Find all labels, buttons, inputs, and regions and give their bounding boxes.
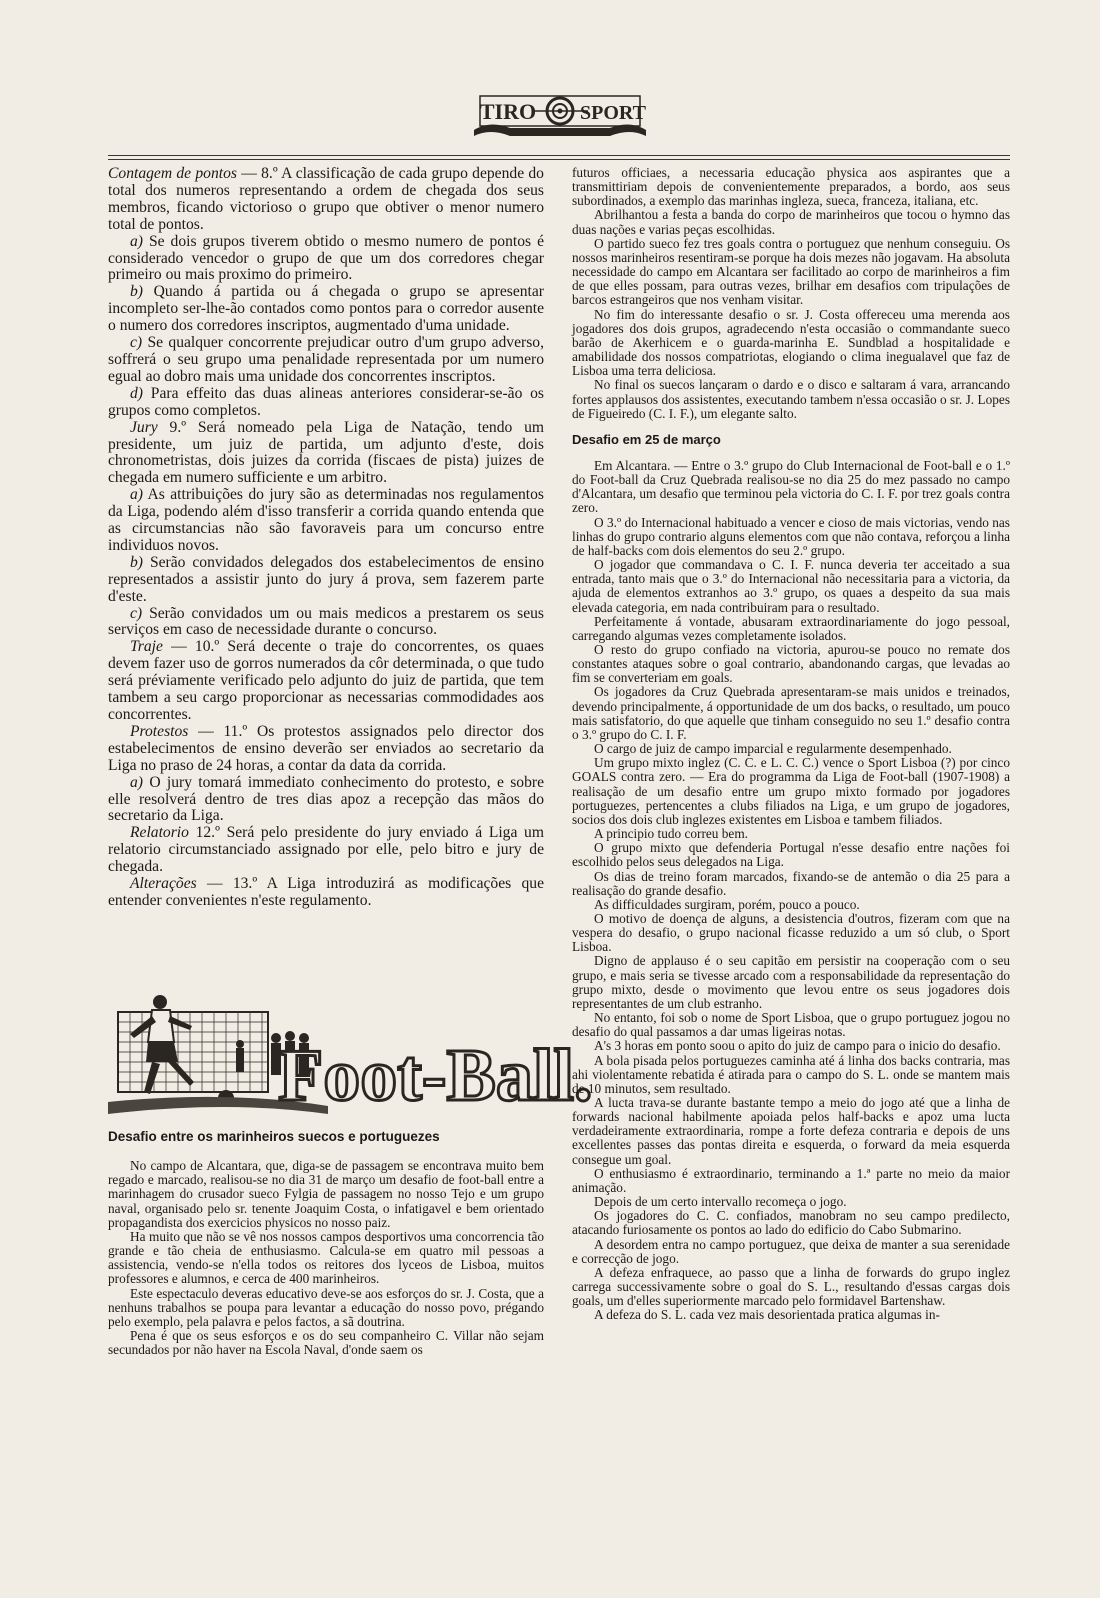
regulations-column (108, 166, 544, 910)
article-paragraph: O enthusiasmo é extraordinario, terminando a 1.ª parte no meio da maior animação. (572, 1165, 1010, 1195)
article-paragraph: A bola pisada pelos portuguezes caminha até á linha dos backs contraria, mas ahi violentamente rebatida é atirada para o campo do S. L. onde se mantem mais de 10 minutos, sem resultado. (572, 1052, 1010, 1096)
article-paragraph: A principio tudo correu bem. (594, 826, 748, 842)
article-paragraph: O jogador que commandava o C. I. F. nunca deveria ter acceitado a sua entrada, tanto mais que o 3.º do Internacional não necessitaria para a victoria, da ajuda de elementos extranhos ao 3.º grupo, os quaes a despeito da sua mais elevada categoria, em nada contribuiram para o resultado. (572, 557, 1010, 615)
article-paragraph: O grupo mixto que defenderia Portugal n'esse desafio entre nações foi escolhido pelos seus delegados na Liga. (572, 840, 1010, 870)
regulation-paragraph (108, 825, 544, 876)
regulation-paragraph (108, 724, 544, 775)
svg-text:TIRO: TIRO (479, 99, 537, 124)
article-paragraph: O cargo de juiz de campo imparcial e regularmente desempenhado. (594, 741, 952, 757)
regulation-text: — 10.º Será decente o traje do concorrentes, os quaes devem fazer uso de gorros numerados da côr determinada, o que tudo será préviamente verificado pelo adjunto do juiz de partida, que tem tambem a seu cargo proporcionar as necessarias commodidades aos concorrentes. (108, 638, 544, 723)
regulation-lead: Contagem de pontos (108, 165, 237, 182)
article-paragraph: No final os suecos lançaram o dardo e o disco e saltaram á vara, arrancando fortes applausos dos assistentes, executando tambem n'essa occasião o sr. J. Lopes de Figueiredo (C. I. F.), um elegante salto. (572, 377, 1010, 421)
article-paragraph: Abrilhantou a festa a banda do corpo de marinheiros que tocou o hymno das duas nações e varias peças escolhidas. (572, 207, 1010, 237)
article-paragraph: Perfeitamente á vontade, abusaram extraordinariamente do jogo pessoal, carregando algumas vezes completamente isolados. (572, 613, 1010, 643)
article-paragraph: A lucta trava-se durante bastante tempo a meio do jogo até que a linha de forwards nacional habilmente apoiada pelos half-backs e apoz uma lucta verdadeiramente extraordinaria, rompe a forte defeza contraria e depois de uns excellentes passes das pontas direita e esquerda, o forward da meia esquerda consegue um goal. (572, 1095, 1010, 1167)
article-paragraph: Ha muito que não se vê nos nossos campos desportivos uma concorrencia tão grande e tão cheia de enthusiasmo. Calcula-se em quatro mil pessoas a assistencia, vendo-se n'ella todos os reitores dos lyceos de Lisboa, muitos professores e alumnos, e cerca de 400 marinheiros. (108, 1228, 544, 1287)
masthead-logo (470, 86, 650, 142)
article-paragraph: O partido sueco fez tres goals contra o portuguez que nenhum conseguiu. Os nossos marinheiros resentiram-se porque ha dois mezes não jogavam. Ha absoluta necessidade do campo em Alcantara ser facilitado ao corpo de marinheiros a fim de que elles possam, para outras vezes, brilhar em desafios com tripulações de barcos estrangeiros que nos venham visitar. (572, 235, 1010, 308)
regulation-paragraph (108, 234, 544, 285)
regulation-paragraph (108, 487, 544, 555)
article-paragraph: A desordem entra no campo portuguez, que deixa de manter a sua serenidade e correcção de jogo. (572, 1236, 1010, 1266)
article-paragraph: A defeza do S. L. cada vez mais desorientada pratica algumas in- (594, 1307, 940, 1323)
article-paragraph: Pena é que os seus esforços e os do seu companheiro C. Villar não sejam secundados por não haver na Escola Naval, d'onde saem os (108, 1328, 544, 1358)
article-paragraph: As difficuldades surgiram, porém, pouco a pouco. (594, 896, 860, 912)
regulation-paragraph (108, 606, 544, 640)
article-paragraph: O 3.º do Internacional habituado a vencer e cioso de mais victorias, vendo nas linhas do grupo contrario alguns elementos com que não contava, reforçou a linha de half-backs com dois elementos do seu 2.º grupo. (572, 514, 1010, 558)
article-paragraph: No fim do interessante desafio o sr. J. Costa offereceu uma merenda aos jogadores dos dois grupos, agradecendo n'esta occasião o commandante sueco barão de Akerhicem e o guarda-marinha E. Sundblad a hospitalidade e amabilidade dos nossos compatriotas, elogiando o clima inegualavel que faz de Lisboa uma terra deliciosa. (572, 306, 1010, 379)
masthead-emblem-icon (470, 86, 650, 142)
article-paragraph: Digno de applauso é o seu capitão em persistir na cooperação com o seu grupo, e mais seria se tivesse arcado com a responsabilidade da representação do grupo mixto, desde o movimento que levou entre os seus jogadores dois representantes de um club estranho. (572, 953, 1010, 1011)
goal-net-icon (118, 1012, 268, 1092)
article-paragraph: Depois de um certo intervallo recomeça o jogo. (594, 1194, 847, 1210)
football-reports-column (572, 166, 1010, 1323)
article-paragraph: O resto do grupo confiado na victoria, apurou-se pouco no remate dos constantes ataques sobre o goal contrario, abandonando cargas, que levadas ao fim se converteriam em goals. (572, 642, 1010, 686)
article-swedish-sailors (108, 1130, 544, 1357)
football-player-icon (130, 995, 194, 1094)
article-paragraph: No entanto, foi sob o nome de Sport Lisboa, que o grupo portuguez jogou no desafio do qual passamos a dar umas ligeiras notas. (572, 1010, 1010, 1040)
foot-ball-illustration (108, 990, 593, 1120)
article-heading: Desafio entre os marinheiros suecos e portuguezes (108, 1129, 440, 1144)
article-paragraph: Os jogadores da Cruz Quebrada apresentaram-se mais unidos e treinados, devendo principalmente, á opportunidade de um dos backs, o resultado, um pouco mais satisfatorio, do que aquelle que tinham conseguido no seu 1.º desafio contra o 3.º grupo do C. I. F. (572, 684, 1010, 742)
section-heading: Desafio em 25 de março (572, 431, 721, 447)
regulation-lead: a) (130, 232, 143, 250)
regulation-paragraph (108, 386, 544, 420)
article-paragraph: A's 3 horas em ponto soou o apito do juiz de campo para o inicio do desafio. (594, 1038, 1001, 1054)
regulation-paragraph (108, 775, 544, 826)
regulation-paragraph (108, 876, 544, 910)
article-paragraph: No campo de Alcantara, que, diga-se de passagem se encontrava muito bem regado e marcado, realisou-se no dia 31 de março um desafio de foot-ball entre a marinhagem do crusador sueco Fylgia de passagem no nosso Tejo e um grupo naval, organisado pelo sr. tenente Joaquim Costa, o infatigavel e bem orientado propagandista dos exercicios physicos no nosso paiz. (108, 1158, 544, 1230)
regulation-text: — 11.º Os protestos assignados pelo director dos estabelecimentos de ensino deverão ser enviados ao secretario da Liga no praso de 24 horas, a contar da data da corrida. (108, 722, 544, 774)
match-report (572, 459, 1010, 1323)
regulation-lead: b) (130, 283, 143, 301)
regulation-lead: c) (130, 334, 143, 352)
regulation-text: — 13.º A Liga introduzirá as modificações que entender convenientes n'este regulamento. (108, 875, 544, 909)
regulation-lead: Jury (130, 418, 158, 436)
regulation-text: Se qualquer concorrente prejudicar outro d'um grupo adverso, soffrerá o seu grupo uma penalidade representada por um numero egual ao dobro mais uma unidade dos concorrentes inscriptos. (108, 334, 544, 385)
regulation-text: O jury tomará immediato conhecimento do protesto, e sobre elle resolverá dentro de tres dias apoz a recepção das mãos do secretario da Liga. (108, 773, 544, 825)
article-paragraph: A defeza enfraquece, ao passo que a linha de forwards do grupo inglez carrega successivamente sobre o goal do S. L., resultando d'essas cargas dois goals, um d'elles superiormente marcado pelo formidavel Bartenshaw. (572, 1264, 1010, 1309)
article-paragraph: futuros officiaes, a necessaria educação physica aos aspirantes que a transmittiriam depois de convenientemente preparados, a bordo, aos seus subordinados, a exemplo das marinhas ingleza, sueca, franceza, italiana, etc. (572, 165, 1010, 209)
regulation-lead: a) (130, 486, 143, 504)
article-paragraph: Um grupo mixto inglez (C. C. e L. C. C.) vence o Sport Lisboa (?) por cinco GOALS contra zero. — Era do programma da Liga de Foot-ball (1907-1908) a realisação de um desafio entre um grupo mixto formado por jogadores portuguezes, pertencentes a clubs filiados na Liga, e um grupo de jogadores, socios dos dois club inglezes existentes em Lisboa e tambem filiados. (572, 755, 1010, 827)
regulation-lead: Alterações (130, 875, 197, 893)
regulation-paragraph (108, 166, 544, 234)
regulation-paragraph (108, 555, 544, 606)
regulation-text: Quando á partida ou á chegada o grupo se apresentar incompleto ser-lhe-ão contados como pontos para o corredor ausente o numero dos corredores inscriptos, augmentado d'uma unidade. (108, 283, 545, 335)
regulation-paragraph (108, 284, 544, 335)
regulation-text: Se dois grupos tiverem obtido o mesmo numero de pontos é considerado vencedor o grupo de que um dos corredores chegar primeiro ou mais proximo do primeiro. (108, 232, 544, 284)
regulation-paragraph (108, 335, 544, 386)
svg-text:SPORT: SPORT (580, 102, 646, 124)
regulation-paragraph (108, 420, 544, 488)
regulation-lead: Traje (130, 638, 163, 656)
foot-ball-title: Foot-Ball. (278, 1035, 593, 1117)
header-rule-bottom (108, 159, 1010, 160)
article-paragraph: Os jogadores do C. C. confiados, manobram no seu campo predilecto, atacando furiosamente os pontos ao lado do edificio do Cabo Submarino. (572, 1208, 1010, 1238)
regulation-lead: b) (130, 553, 143, 571)
article-paragraph: Os dias de treino foram marcados, fixando-se de antemão o dia 25 para a realisação do grande desafio. (572, 868, 1010, 898)
article-paragraph: Este espectaculo deveras educativo deve-se aos esforços do sr. J. Costa, que a nenhuns trabalhos se poupa para levantar a educação do nosso povo, prégando pelo exemplo, pela palavra e pelos factos, a sã doutrina. (108, 1285, 544, 1329)
regulation-lead: Relatorio (130, 824, 189, 842)
regulation-lead: c) (130, 604, 143, 622)
header-rule-top (108, 155, 1010, 156)
regulation-text: — 8.º A classificação de cada grupo depende do total dos numeros representando a ordem de chegada dos seus membros, ficando victorioso o grupo que obtiver o menor numero total de pontos. (108, 165, 544, 233)
regulation-text: As attribuições do jury são as determinadas nos regulamentos da Liga, podendo além d'isso transferir a corrida quando entenda que as circumstancias não são favoraveis para um concurso entre individuos novos. (108, 486, 544, 554)
regulation-lead: d) (130, 384, 143, 402)
regulation-text: 12.º Será pelo presidente do jury enviado á Liga um relatorio circumstanciado assignado por elle, pelo bitro e jury de chegada. (108, 824, 544, 876)
article-paragraph: O motivo de doença de alguns, a desistencia d'outros, fizeram com que na vespera do desafio, o grupo nacional ficasse reduzido a um só club, o Sport Lisboa. (572, 910, 1010, 955)
regulation-text: 9.º Será nomeado pela Liga de Natação, tendo um presidente, um juiz de partida, um adjunto d'este, dois chronometristas, dois juizes da corrida (fiscaes de pista) juizes de chegada em numero sufficiente e um arbitro. (108, 418, 544, 487)
regulation-lead: Protestos (130, 722, 189, 740)
regulation-text: Para effeito das duas alineas anteriores considerar-se-ão os grupos como completos. (108, 384, 544, 419)
regulation-text: Serão convidados um ou mais medicos a prestarem os seus serviços em caso de necessidade durante o concurso. (108, 604, 545, 639)
regulation-paragraph (108, 639, 544, 724)
regulation-text: Serão convidados delegados dos estabelecimentos de ensino representados a assistir junto do jury á prova, sem fazerem parte d'este. (108, 553, 544, 605)
article-paragraph: Em Alcantara. — Entre o 3.º grupo do Club Internacional de Foot-ball e o 1.º do Foot-ball da Cruz Quebrada realisou-se no dia 25 do mez passado no campo d'Alcantara, um desafio que terminou pela victoria do C. I. F. por trez goals contra zero. (572, 457, 1010, 516)
regulation-lead: a) (130, 773, 143, 791)
